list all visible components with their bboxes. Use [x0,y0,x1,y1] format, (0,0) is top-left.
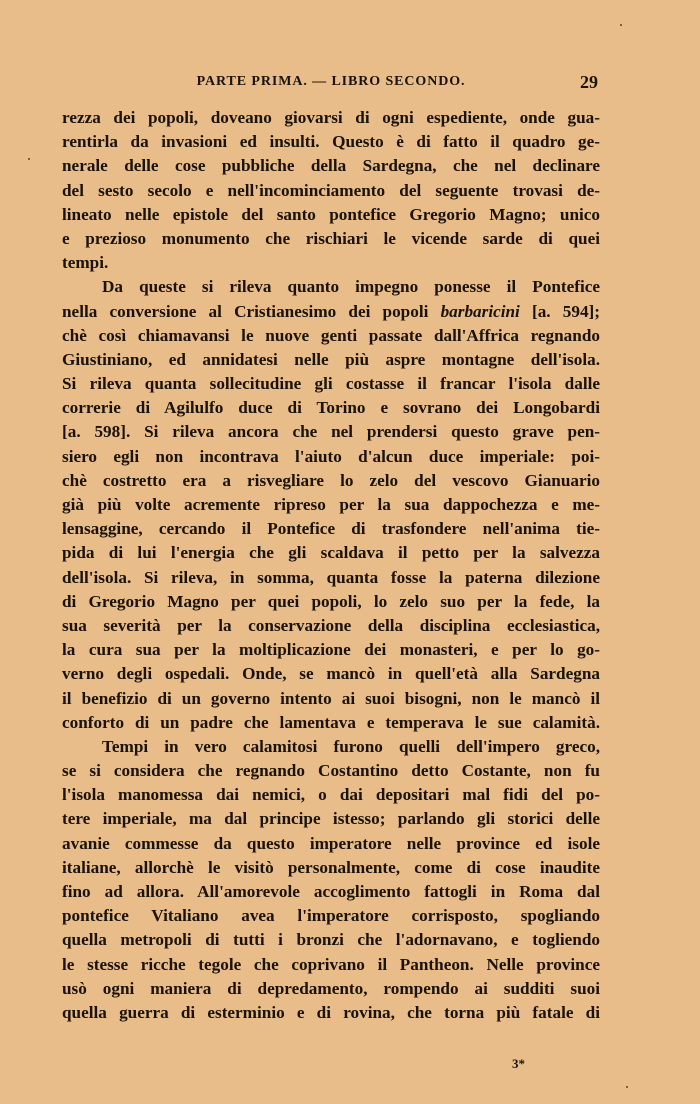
page-header [62,74,600,98]
text-line: [a. 598]. Si rileva ancora che nel prendersi questo grave pen- [62,422,600,442]
text-line: già più volte acremente ripreso per la sua dappochezza e me- [62,495,600,514]
text-line: rentirla da invasioni ed insulti. Questo è di fatto il quadro ge- [62,132,600,152]
text-segment: nella conversione al Cristianesimo dei popoli [62,301,441,321]
text-line: del sesto secolo e nell'incominciamento del seguente trovasi de- [62,180,600,200]
text-line: se si considera che regnando Costantino detto Costante, non fu [62,761,600,781]
text-line: Da queste si rileva quanto impegno ponesse il Pontefice [102,277,600,297]
text-line: il benefizio di un governo intento ai suoi bisogni, non le mancò il [62,688,600,708]
text-line: pida di lui l'energia che gli scaldava il petto per la salvezza [62,543,600,563]
text-line: Tempi in vero calamitosi furono quelli dell'impero greco, [102,736,600,756]
italic-term: barbaricini [440,301,520,321]
text-line: lensaggine, cercando il Pontefice di trasfondere nell'anima tie- [62,519,600,539]
text-line: avanie commesse da questo imperatore nelle province ed isole [62,833,600,853]
text-line: pontefice Vitaliano avea l'imperatore corrisposto, spogliando [62,906,600,926]
text-line: quella metropoli di tutti i bronzi che l'adornavano, e togliendo [62,930,600,950]
text-line: sua severità per la conservazione della disciplina ecclesiastica, [62,615,600,635]
text-line: rezza dei popoli, doveano giovarsi di ogni espediente, onde gua- [62,108,600,127]
text-line: nerale delle cose pubbliche della Sardegna, che nel declinare [62,156,600,176]
text-line: quella guerra di esterminio e di rovina, che torna più fatale di [62,1002,600,1022]
text-line: Si rileva quanta sollecitudine gli costasse il francar l'isola dalle [62,374,600,394]
text-line: Giustiniano, ed annidatesi nelle più aspre montagne dell'isola. [62,349,600,369]
text-line: italiane, allorchè le visitò personalmente, come di cose inaudite [62,857,600,877]
signature-mark: 3* [512,1056,525,1071]
text-segment: [a. 594]; [519,301,601,321]
text-line: correrie di Agilulfo duce di Torino e sovrano dei Longobardi [62,398,600,418]
paper-speck [28,158,30,160]
paper-speck [620,24,622,26]
text-line: di Gregorio Magno per quei popoli, lo zelo suo per la fede, la [62,591,600,611]
text-line: tempi. [62,253,109,273]
text-line: fino ad allora. All'amorevole accoglimento fattogli in Roma dal [62,882,600,901]
text-line: lineato nelle epistole del santo pontefice Gregorio Magno; unico [62,204,600,224]
text-line: chè così chiamavansi le nuove genti passate dall'Affrica regnando [62,325,600,345]
text-line [62,300,600,324]
text-line: verno degli ospedali. Onde, se mancò in quell'età alla Sardegna [62,664,600,684]
text-line: la cura sua per la moltiplicazione dei monasteri, e per lo go- [62,640,600,660]
text-line: l'isola manomessa dai nemici, o dai depositari mal fidi del po- [62,785,600,805]
text-line: usò ogni maniera di depredamento, rompendo ai sudditi suoi [62,978,600,998]
text-line: dell'isola. Si rileva, in somma, quanta fosse la paterna dilezione [62,567,600,587]
body-text [62,106,600,1025]
text-line: tere imperiale, ma dal principe istesso; parlando gli storici delle [62,809,600,829]
text-line: conforto di un padre che lamentava e temperava le sue calamità. [62,712,600,732]
text-line: le stesse ricche tegole che coprivano il Pantheon. Nelle province [62,954,600,974]
text-line: chè costretto era a risvegliare lo zelo del vescovo Gianuario [62,470,600,490]
running-title: PARTE PRIMA. — LIBRO SECONDO. [196,74,466,89]
text-line: e prezioso monumento che rischiari le vicende sarde di quei [62,228,600,248]
text-line: siero egli non incontrava l'aiuto d'alcun duce imperiale: poi- [62,446,600,466]
paper-speck [626,1086,628,1088]
page-number: 29 [580,72,598,92]
